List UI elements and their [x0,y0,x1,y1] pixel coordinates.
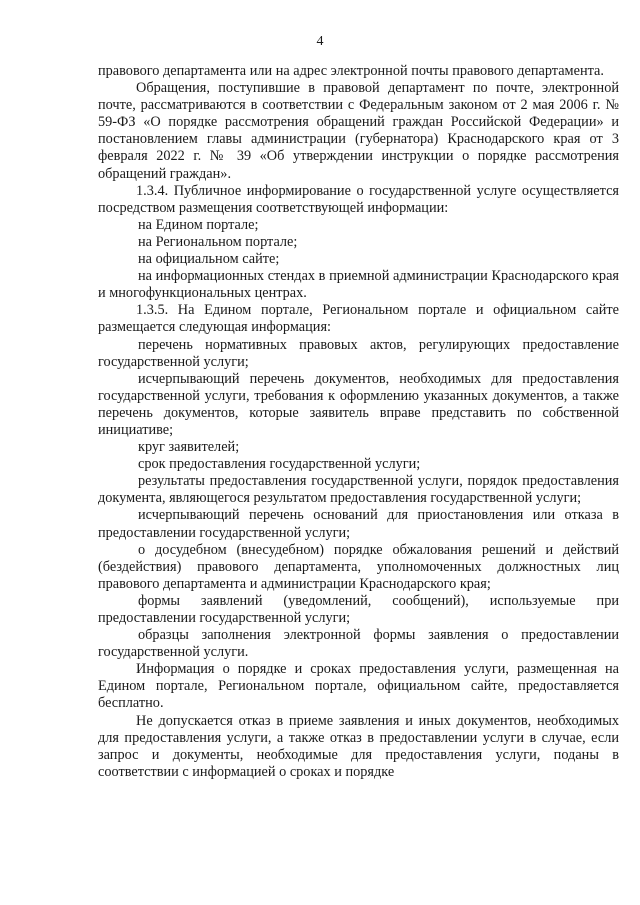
document-body [98,63,619,781]
list-item: на официальном сайте; [138,251,280,268]
paragraph: 1.3.5. На Едином портале, Региональном портале и официальном сайте размещается следующая информация: [98,302,619,336]
list-item: исчерпывающий перечень оснований для приостановления или отказа в предоставлении государственной услуги; [98,507,619,541]
paragraph: Не допускается отказ в приеме заявления и иных документов, необходимых для предоставления услуги, а также отказ в предоставлении услуги в случае, если запрос и документы, необходимые для предоставления услуги, поданы в соответствии с информацией о сроках и порядке [98,712,619,780]
list-item: на информационных стендах в приемной администрации Краснодарского края и многофункциональных центрах. [98,268,619,302]
paragraph: 1.3.4. Публичное информирование о государственной услуге осуществляется посредством размещения соответствующей информации: [98,182,619,216]
list-item: круг заявителей; [138,439,240,456]
list-item: формы заявлений (уведомлений, сообщений), используемые при предоставлении государственной услуги; [98,592,619,626]
list-item: перечень нормативных правовых актов, регулирующих предоставление государственной услуги; [98,336,619,370]
paragraph: правового департамента или на адрес электронной почты правового департамента. [98,63,604,79]
page-number: 4 [316,34,324,49]
list-item: образцы заполнения электронной формы заявления о предоставлении государственной услуги. [98,627,619,661]
list-item: о досудебном (внесудебном) порядке обжалования решений и действий (бездействия) правового департамента, уполномоченных должностных лиц правового департамента и администрации Краснодарского края; [98,541,619,592]
list-item: исчерпывающий перечень документов, необходимых для предоставления государственной услуги, требования к оформлению указанных документов, а также перечень документов, которые заявитель вправе представить по собственной инициативе; [98,370,619,438]
list-item: срок предоставления государственной услуги; [138,456,421,473]
list-item: на Региональном портале; [138,233,298,250]
list-item: результаты предоставления государственной услуги, порядок предоставления документа, являющегося результатом предоставления государственной услуги; [98,473,619,507]
list-item: на Едином портале; [138,216,259,233]
paragraph: Информация о порядке и сроках предоставления услуги, размещенная на Едином портале, Региональном портале, официальном сайте, предоставляется бесплатно. [98,661,619,712]
paragraph: Обращения, поступившие в правовой департамент по почте, электронной почте, рассматриваются в соответствии с Федеральным законом от 2 мая 2006 г. № 59-ФЗ «О порядке рассмотрения обращений граждан Российской Федерации» и постановлением главы администрации (губернатора) Краснодарского края от 3 февраля 2022 г. № 39 «Об утверждении инструкции о порядке рассмотрения обращений граждан». [98,80,619,182]
